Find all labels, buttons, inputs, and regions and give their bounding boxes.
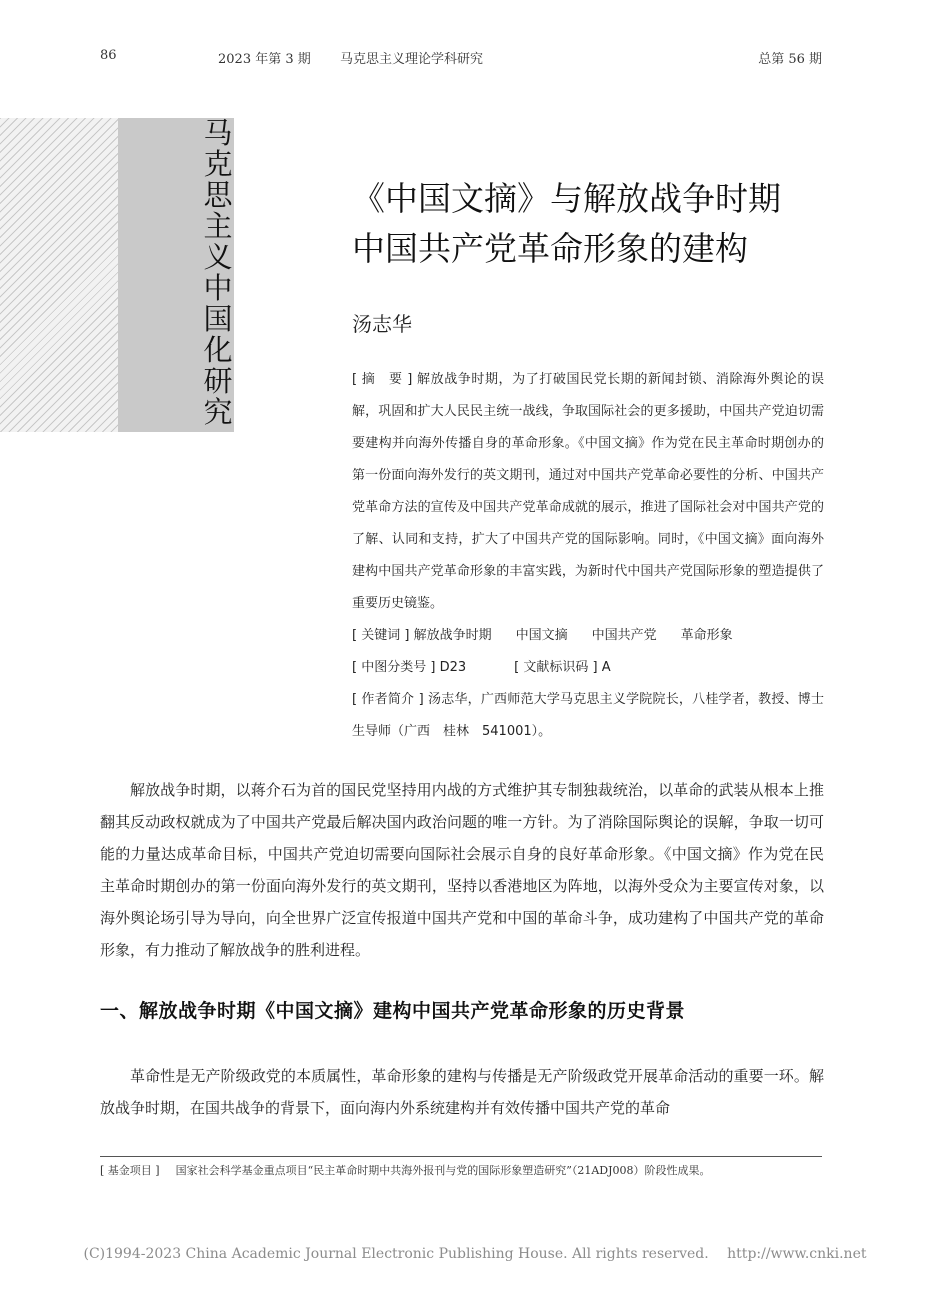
abstract-block [352,364,824,748]
column-title-char: 义 [203,240,233,274]
body-paragraph-2 [100,1060,824,1124]
keyword-item: 中国文摘 [515,628,568,643]
issue-label: 2023 年第 3 期 [218,52,311,67]
column-title [198,118,238,428]
column-title-char: 究 [203,395,233,429]
copyright-notice: (C)1994-2023 China Academic Journal Electronic Publishing House. All rights reserved. http://www.cnki.net [83,1246,867,1262]
journal-name: 马克思主义理论学科研究 [340,52,484,67]
keyword-item: 中国共产党 [591,628,657,643]
total-issue-label: 总第 56 期 [758,52,822,67]
column-band-hatched [0,118,118,432]
keyword-item: 革命形象 [680,628,733,643]
classification-value: D23 [439,660,467,675]
keywords-label: [ 关键词 ] [352,628,410,643]
body-paragraph-1 [100,774,824,966]
abstract-label: [ 摘 要 ] [352,372,413,387]
footnote-text: 国家社会科学基金重点项目“民主革命时期中共海外报刊与党的国际形象塑造研究”（21ADJ008）阶段性成果。 [175,1164,711,1177]
classification-label: [ 中图分类号 ] [352,660,436,675]
keywords [352,620,824,652]
author-intro-label: [ 作者简介 ] [352,692,424,707]
doc-code-label: [ 文献标识码 ] [514,660,598,675]
author-intro-text: 汤志华，广西师范大学马克思主义学院院长，八桂学者，教授、博士生导师（广西 桂林 541001）。 [352,692,824,739]
article-title-line1: 《中国文摘》与解放战争时期 [352,179,781,218]
body-paragraph-text: 解放战争时期，以蒋介石为首的国民党坚持用内战的方式维护其专制独裁统治，以革命的武装从根本上推翻其反动政权就成为了中国共产党最后解决国内政治问题的唯一方针。为了消除国际舆论的误解，争取一切可能的力量达成革命目标，中国共产党迫切需要向国际社会展示自身的良好革命形象。《中国文摘》作为党在民主革命时期创办的第一份面向海外发行的英文期刊，坚持以香港地区为阵地，以海外受众为主要宣传对象，以海外舆论场引导为导向，向全世界广泛宣传报道中国共产党和中国的革命斗争，成功建构了中国共产党的革命形象，有力推动了解放战争的胜利进程。 [100,781,824,959]
article-title-line2: 中国共产党革命形象的建构 [352,229,748,268]
abstract-text: 解放战争时期，为了打破国民党长期的新闻封锁、消除海外舆论的误解，巩固和扩大人民民主统一战线，争取国际社会的更多援助，中国共产党迫切需要建构并向海外传播自身的革命形象。《中国文摘》作为党在民主革命时期创办的第一份面向海外发行的英文期刊，通过对中国共产党革命必要性的分析、中国共产党革命方法的宣传及中国共产党革命成就的展示，推进了国际社会对中国共产党的了解、认同和支持，扩大了中国共产党的国际影响。同时，《中国文摘》面向海外建构中国共产党革命形象的丰富实践，为新时代中国共产党国际形象的塑造提供了重要历史镜鉴。 [352,372,824,611]
footnote [100,1162,711,1178]
footnote-divider [100,1156,822,1157]
column-title-char: 克 [203,147,233,181]
classification [352,652,824,684]
column-title-char: 研 [203,364,233,398]
section-heading-1: 一、解放战争时期《中国文摘》建构中国共产党革命形象的历史背景 [100,1000,686,1022]
abstract [352,364,824,620]
column-title-char: 中 [203,271,233,305]
column-title-char: 马 [203,116,233,150]
column-title-char: 国 [203,302,233,336]
column-title-char: 化 [203,333,233,367]
footnote-label: [ 基金项目 ] [100,1164,160,1177]
author-intro [352,684,824,748]
keyword-item: 解放战争时期 [413,628,492,643]
article-author: 汤志华 [352,312,412,336]
column-title-char: 思 [203,178,233,212]
doc-code-value: A [601,660,611,675]
body-paragraph-text: 革命性是无产阶级政党的本质属性，革命形象的建构与传播是无产阶级政党开展革命活动的重要一环。解放战争时期，在国共战争的背景下，面向海内外系统建构并有效传播中国共产党的革命 [100,1067,824,1117]
page-number: 86 [100,48,117,63]
article-title [352,174,781,274]
column-title-char: 主 [203,209,233,243]
